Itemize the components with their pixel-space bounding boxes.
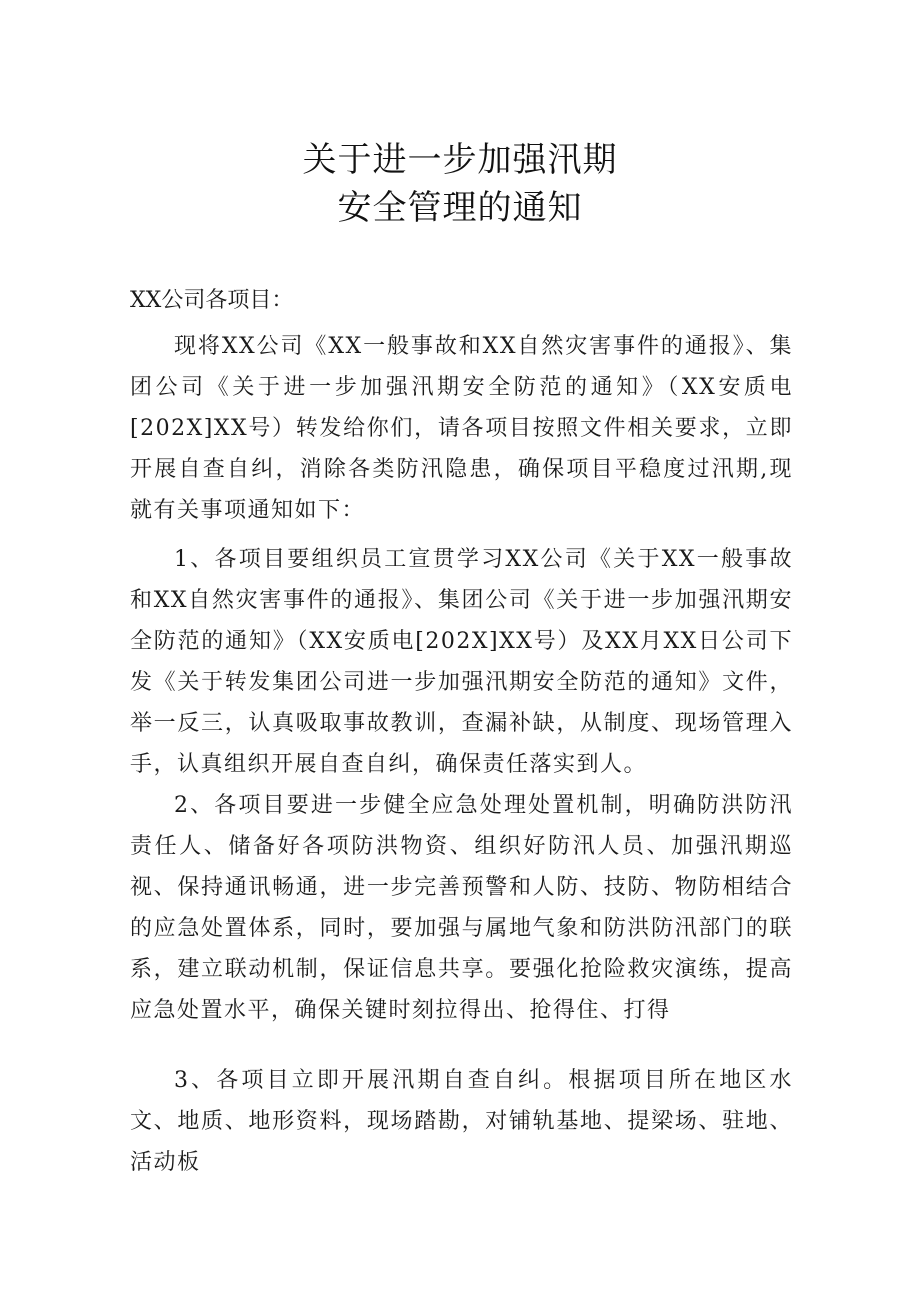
item-2-paragraph: 2、各项目要进一步健全应急处理处置机制，明确防洪防汛责任人、储备好各项防洪物资、组织好防汛人员、加强汛期巡视、保持通讯畅通，进一步完善预警和人防、技防、物防相结合的应急处置体系，同时，要加强与属地气象和防洪防汛部门的联系，建立联动机制，保证信息共享。要强化抢险救灾演练，提高应急处置水平，确保关键时刻拉得出、抢得住、打得 [130,793,793,1023]
salutation: XX公司各项目： [130,288,294,313]
document-title-line-1: 关于进一步加强汛期 [302,140,618,180]
document-title-line-2: 安全管理的通知 [337,188,583,228]
item-1-paragraph: 1、各项目要组织员工宣贯学习XX公司《关于XX一般事故和XX自然灾害事件的通报》、集团公司《关于进一步加强汛期安全防范的通知》（XX安质电[202X]XX号）及XX月XX日公司下发《关于转发集团公司进一步加强汛期安全防范的通知》文件，举一反三，认真吸取事故教训，查漏补缺，从制度、现场管理入手，认真组织开展自查自纠，确保责任落实到人。 [130,547,793,777]
item-3-paragraph: 3、各项目立即开展汛期自查自纠。根据项目所在地区水文、地质、地形资料，现场踏勘，对铺轨基地、提梁场、驻地、活动板 [130,1068,793,1175]
intro-paragraph: 现将XX公司《XX一般事故和XX自然灾害事件的通报》、集团公司《关于进一步加强汛期安全防范的通知》（XX安质电[202X]XX号）转发给你们，请各项目按照文件相关要求，立即开展自查自纠，消除各类防汛隐患，确保项目平稳度过汛期,现就有关事项通知如下： [130,334,793,523]
